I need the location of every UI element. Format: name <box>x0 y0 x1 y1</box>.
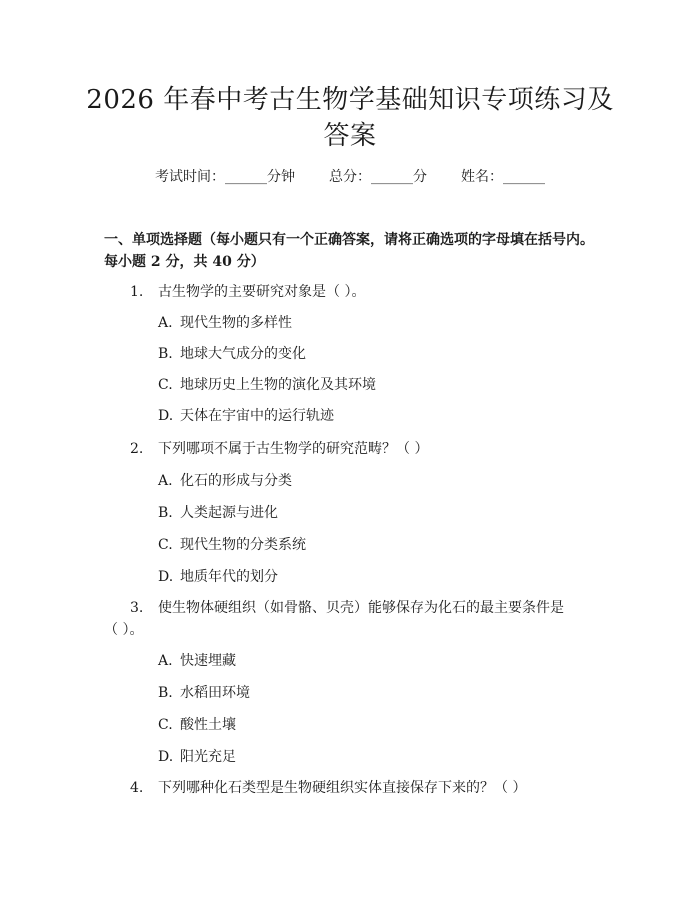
option-text: 阳光充足 <box>180 749 236 765</box>
section-heading: 一、单项选择题（每小题只有一个正确答案，请将正确选项的字母填在括号内。 <box>104 232 594 248</box>
option-text: 现代生物的分类系统 <box>180 537 306 553</box>
option-letter: A. <box>158 473 173 489</box>
exam-name: 姓名：______ <box>461 169 545 185</box>
exam-score: 总分：______分 <box>329 169 427 185</box>
question-3-option-d <box>158 746 236 768</box>
question-text: 使生物体硬组织（如骨骼、贝壳）能够保存为化石的最主要条件是 <box>158 600 564 616</box>
question-2-option-b <box>158 502 278 524</box>
section-heading-continued: 每小题 2 分，共 40 分） <box>104 254 265 270</box>
page-title: 2026 年春中考古生物学基础知识专项练习及 <box>86 85 614 115</box>
option-text: 地球大气成分的变化 <box>180 346 306 362</box>
option-letter: B. <box>158 505 173 521</box>
question-3-text-continued: （ ）。 <box>104 622 144 638</box>
question-number: 1. <box>130 284 144 300</box>
question-1-option-a <box>158 312 292 334</box>
question-2-option-d <box>158 566 278 588</box>
question-text: 古生物学的主要研究对象是（ ）。 <box>158 284 366 300</box>
option-letter: B. <box>158 346 173 362</box>
question-3-option-b <box>158 682 250 704</box>
question-text: 下列哪项不属于古生物学的研究范畴？（ ） <box>158 441 429 457</box>
option-text: 化石的形成与分类 <box>180 473 292 489</box>
option-letter: A. <box>158 653 173 669</box>
option-letter: C. <box>158 537 173 553</box>
option-letter: B. <box>158 685 173 701</box>
question-1-option-c <box>158 374 376 396</box>
option-text: 地球历史上生物的演化及其环境 <box>180 377 376 393</box>
option-text: 水稻田环境 <box>180 685 250 701</box>
question-number: 2. <box>130 441 144 457</box>
option-letter: D. <box>158 569 174 585</box>
option-text: 快速埋藏 <box>180 653 236 669</box>
option-text: 现代生物的多样性 <box>180 315 292 331</box>
option-letter: C. <box>158 717 173 733</box>
option-letter: A. <box>158 315 173 331</box>
option-letter: C. <box>158 377 173 393</box>
option-letter: D. <box>158 749 174 765</box>
exam-meta <box>0 166 700 188</box>
option-text: 地质年代的划分 <box>180 569 278 585</box>
exam-time: 考试时间：______分钟 <box>155 169 295 185</box>
option-text: 天体在宇宙中的运行轨迹 <box>180 408 334 424</box>
question-number: 4. <box>130 780 144 796</box>
question-2-option-c <box>158 534 306 556</box>
option-text: 人类起源与进化 <box>180 505 278 521</box>
question-3-option-c <box>158 714 236 736</box>
option-letter: D. <box>158 408 174 424</box>
question-1-option-b <box>158 343 306 365</box>
question-text: 下列哪种化石类型是生物硬组织实体直接保存下来的？（ ） <box>158 780 527 796</box>
page-title-continued: 答案 <box>323 121 377 151</box>
question-3-option-a <box>158 650 236 672</box>
question-2-option-a <box>158 470 292 492</box>
question-number: 3. <box>130 600 144 616</box>
option-text: 酸性土壤 <box>180 717 236 733</box>
question-1-option-d <box>158 405 334 427</box>
